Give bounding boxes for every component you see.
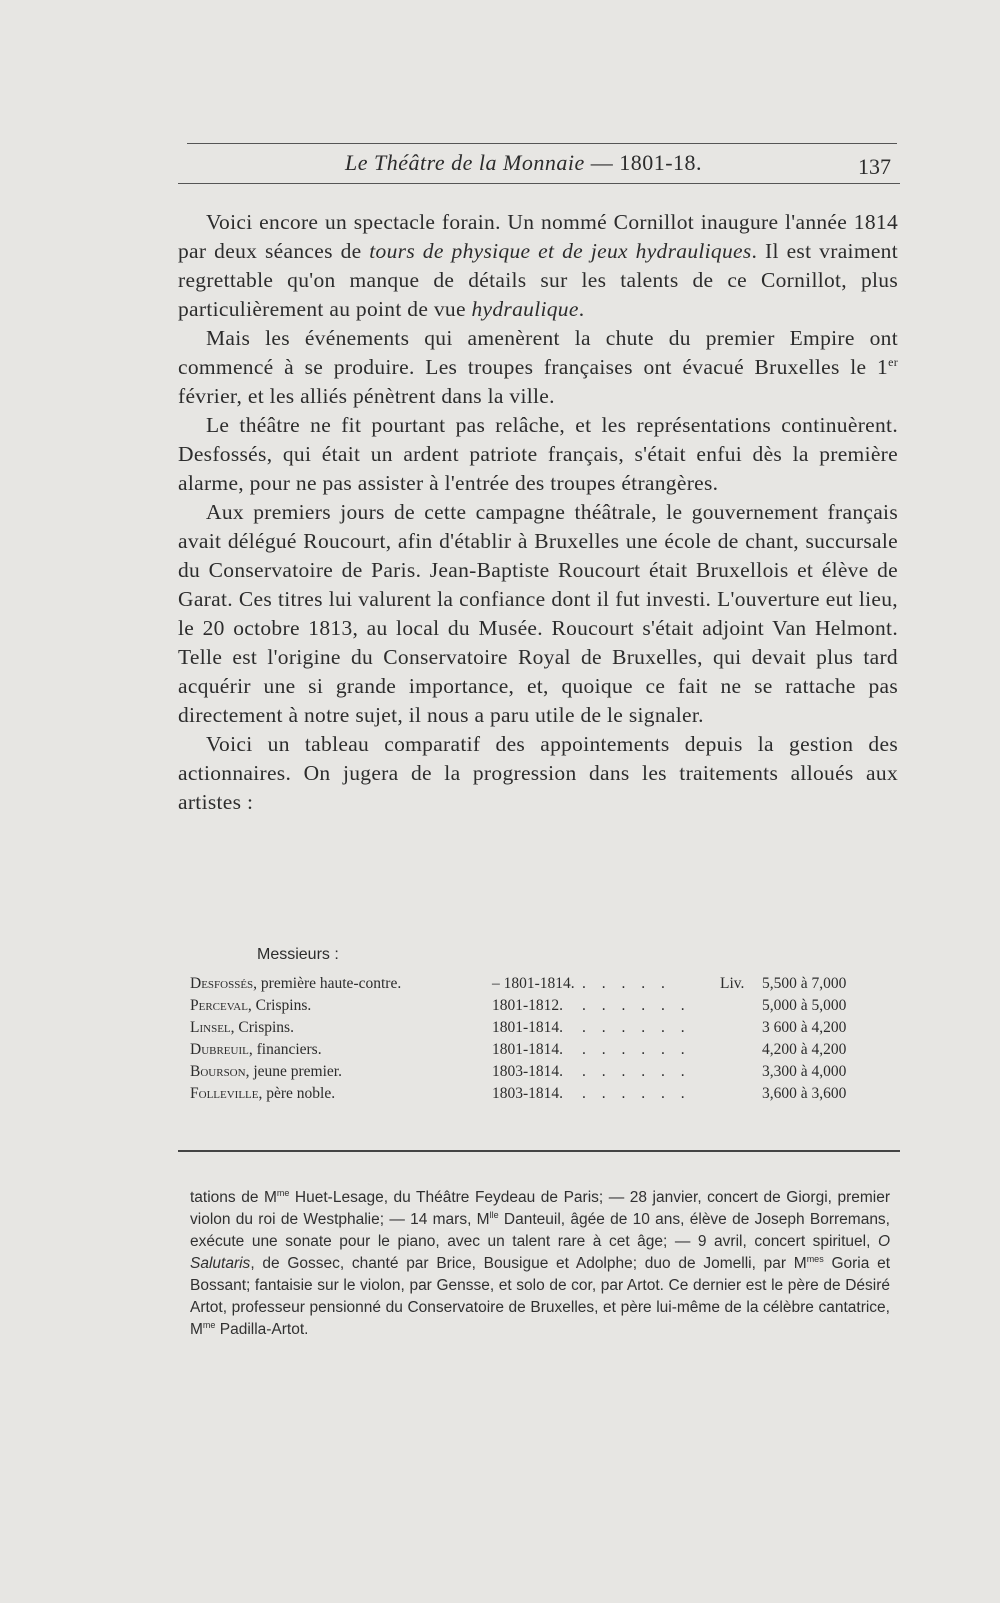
period-cell: 1801-1814.: [492, 1019, 564, 1036]
period-cell: 1801-1812.: [492, 997, 564, 1014]
fn-sup-a: me: [276, 1187, 290, 1198]
artist-name: Folleville: [190, 1085, 259, 1102]
header-rule: [178, 183, 900, 184]
table-row: [190, 1019, 890, 1041]
fn-sup-e: me: [202, 1319, 216, 1330]
footnote-rule: [178, 1150, 900, 1152]
artist-name: Perceval: [190, 997, 248, 1014]
artist-cell: [190, 1085, 335, 1103]
leader-dots: . . . . . .: [582, 1041, 691, 1058]
paragraph-4: Aux premiers jours de cette campagne théâtrale, le gouvernement français avait délégué Roucourt, afin d'établir à Bruxelles une école de chant, succursale du Conservatoire de Paris. Jean-Baptiste Roucourt était Bruxellois et élève de Garat. Ces titres lui valurent la confiance dont il fut investi. L'ouverture eut lieu, le 20 octobre 1813, au local du Musée. Roucourt s'était adjoint Van Helmont. Telle est l'origine du Conservatoire Royal de Bruxelles, qui devait plus tard acquérir une si grande importance, et, quoique ce fait ne se rattache pas directement à notre sujet, il nous a paru utile de le signaler.: [178, 500, 898, 727]
leader-dots: . . . . . .: [582, 1085, 691, 1102]
footnote: [190, 1187, 890, 1341]
p1-text-b: . Il est vraiment regrettable qu'on manque de détails sur les talents de ce Cornillot, plus particulièrement au point de vue: [178, 239, 899, 321]
artist-role: , financiers.: [248, 1041, 322, 1058]
table-row: [190, 975, 890, 997]
table-row: [190, 1085, 890, 1107]
artist-cell: [190, 997, 311, 1015]
p1-text-a: Voici encore un spectacle forain. Un nommé Cornillot inaugure l'année 1814 par deux séances de: [178, 210, 898, 263]
artist-cell: [190, 975, 401, 993]
artist-cell: [190, 1019, 294, 1037]
salary-range-cell: 3,300 à 4,000: [762, 1063, 847, 1080]
artist-role: , Crispins.: [230, 1019, 294, 1036]
p1-italic-1: tours de physique et de jeux hydrauliques: [369, 239, 752, 263]
table-row: [190, 1063, 890, 1085]
p1-text-c: .: [578, 297, 585, 321]
paragraph-3: Le théâtre ne fit pourtant pas relâche, et les représentations continuèrent. Desfossés, qui était un ardent patriote français, s'était enfui dès la première alarme, pour ne pas assister à l'entrée des troupes étrangères.: [178, 413, 898, 495]
salary-range-cell: 5,500 à 7,000: [762, 975, 847, 992]
period-cell: 1803-1814.: [492, 1085, 564, 1102]
fn-text-c: Danteuil, âgée de 10 ans, élève de Joseph Borremans, exécute une sonate pour le piano, avec un talent rare à cet âge; — 9 avril, concert spirituel,: [190, 1211, 890, 1250]
artist-role: , père noble.: [258, 1085, 336, 1102]
fn-text-f: Padilla-Artot.: [215, 1321, 309, 1338]
table-row: [190, 997, 890, 1019]
top-rule: [187, 143, 897, 144]
artist-cell: [190, 1063, 342, 1081]
artist-name: Desfossés: [190, 975, 254, 992]
fn-text-b: Huet-Lesage, du Théâtre Feydeau de Paris; — 28 janvier, concert de Giorgi, premier violon du roi de Westphalie; — 14 mars, M: [190, 1189, 891, 1228]
paragraph-5: Voici un tableau comparatif des appointements depuis la gestion des actionnaires. On jugera de la progression dans les traitements alloués aux artistes :: [178, 732, 898, 814]
header-title: Le Théâtre de la Monnaie: [345, 150, 585, 175]
fn-italic: O Salutaris: [190, 1233, 890, 1272]
artist-role: , jeune premier.: [245, 1063, 342, 1080]
period-cell: – 1801-1814.: [492, 975, 575, 992]
p2-text-b: février, et les alliés pénètrent dans la ville.: [178, 384, 555, 408]
currency-cell: Liv.: [720, 975, 745, 992]
fn-text-d: , de Gossec, chanté par Brice, Bousigue et Adolphe; duo de Jomelli, par M: [250, 1255, 807, 1272]
artist-name: Dubreuil: [190, 1041, 249, 1058]
p2-superscript: er: [888, 354, 898, 369]
artist-role: , Crispins.: [247, 997, 312, 1014]
p1-italic-2: hydraulique: [471, 297, 579, 321]
period-cell: 1803-1814.: [492, 1063, 564, 1080]
leader-dots: . . . . . .: [582, 997, 691, 1014]
leader-dots: . . . . . .: [582, 1019, 691, 1036]
p2-text-a: Mais les événements qui amenèrent la chute du premier Empire ont commencé à se produire. Les troupes françaises ont évacué Bruxelles le 1: [178, 326, 898, 379]
salary-range-cell: 4,200 à 4,200: [762, 1041, 847, 1058]
table-row: [190, 1041, 890, 1063]
page-number: 137: [858, 154, 891, 179]
running-header: [345, 150, 765, 176]
salary-range-cell: 3,600 à 3,600: [762, 1085, 847, 1102]
fn-text-e: Goria et Bossant; fantaisie sur le violon, par Gensse, et solo de cor, par Artot. Ce dernier est le père de Désiré Artot, professeur pensionné du Conservatoire de Bruxelles, et père lui-même de la célèbre cantatrice, M: [190, 1255, 891, 1338]
artist-role: , première haute-contre.: [253, 975, 402, 992]
period-cell: 1801-1814.: [492, 1041, 564, 1058]
salary-range-cell: 5,000 à 5,000: [762, 997, 847, 1014]
leader-dots: . . . . .: [582, 975, 671, 992]
salary-table: [190, 975, 890, 1107]
leader-dots: . . . . . .: [582, 1063, 691, 1080]
paragraph-1: [178, 208, 898, 324]
artist-name: Bourson: [190, 1063, 246, 1080]
fn-sup-d: mes: [806, 1253, 824, 1264]
fn-sup-b: lle: [489, 1209, 499, 1220]
table-caption: Messieurs :: [257, 946, 339, 963]
body-text: [178, 208, 898, 817]
header-dates: — 1801-18.: [590, 150, 703, 175]
fn-text-a: tations de M: [190, 1189, 277, 1206]
salary-range-cell: 3 600 à 4,200: [762, 1019, 847, 1036]
artist-name: Linsel: [190, 1019, 231, 1036]
paragraph-2: [178, 324, 898, 411]
artist-cell: [190, 1041, 322, 1059]
